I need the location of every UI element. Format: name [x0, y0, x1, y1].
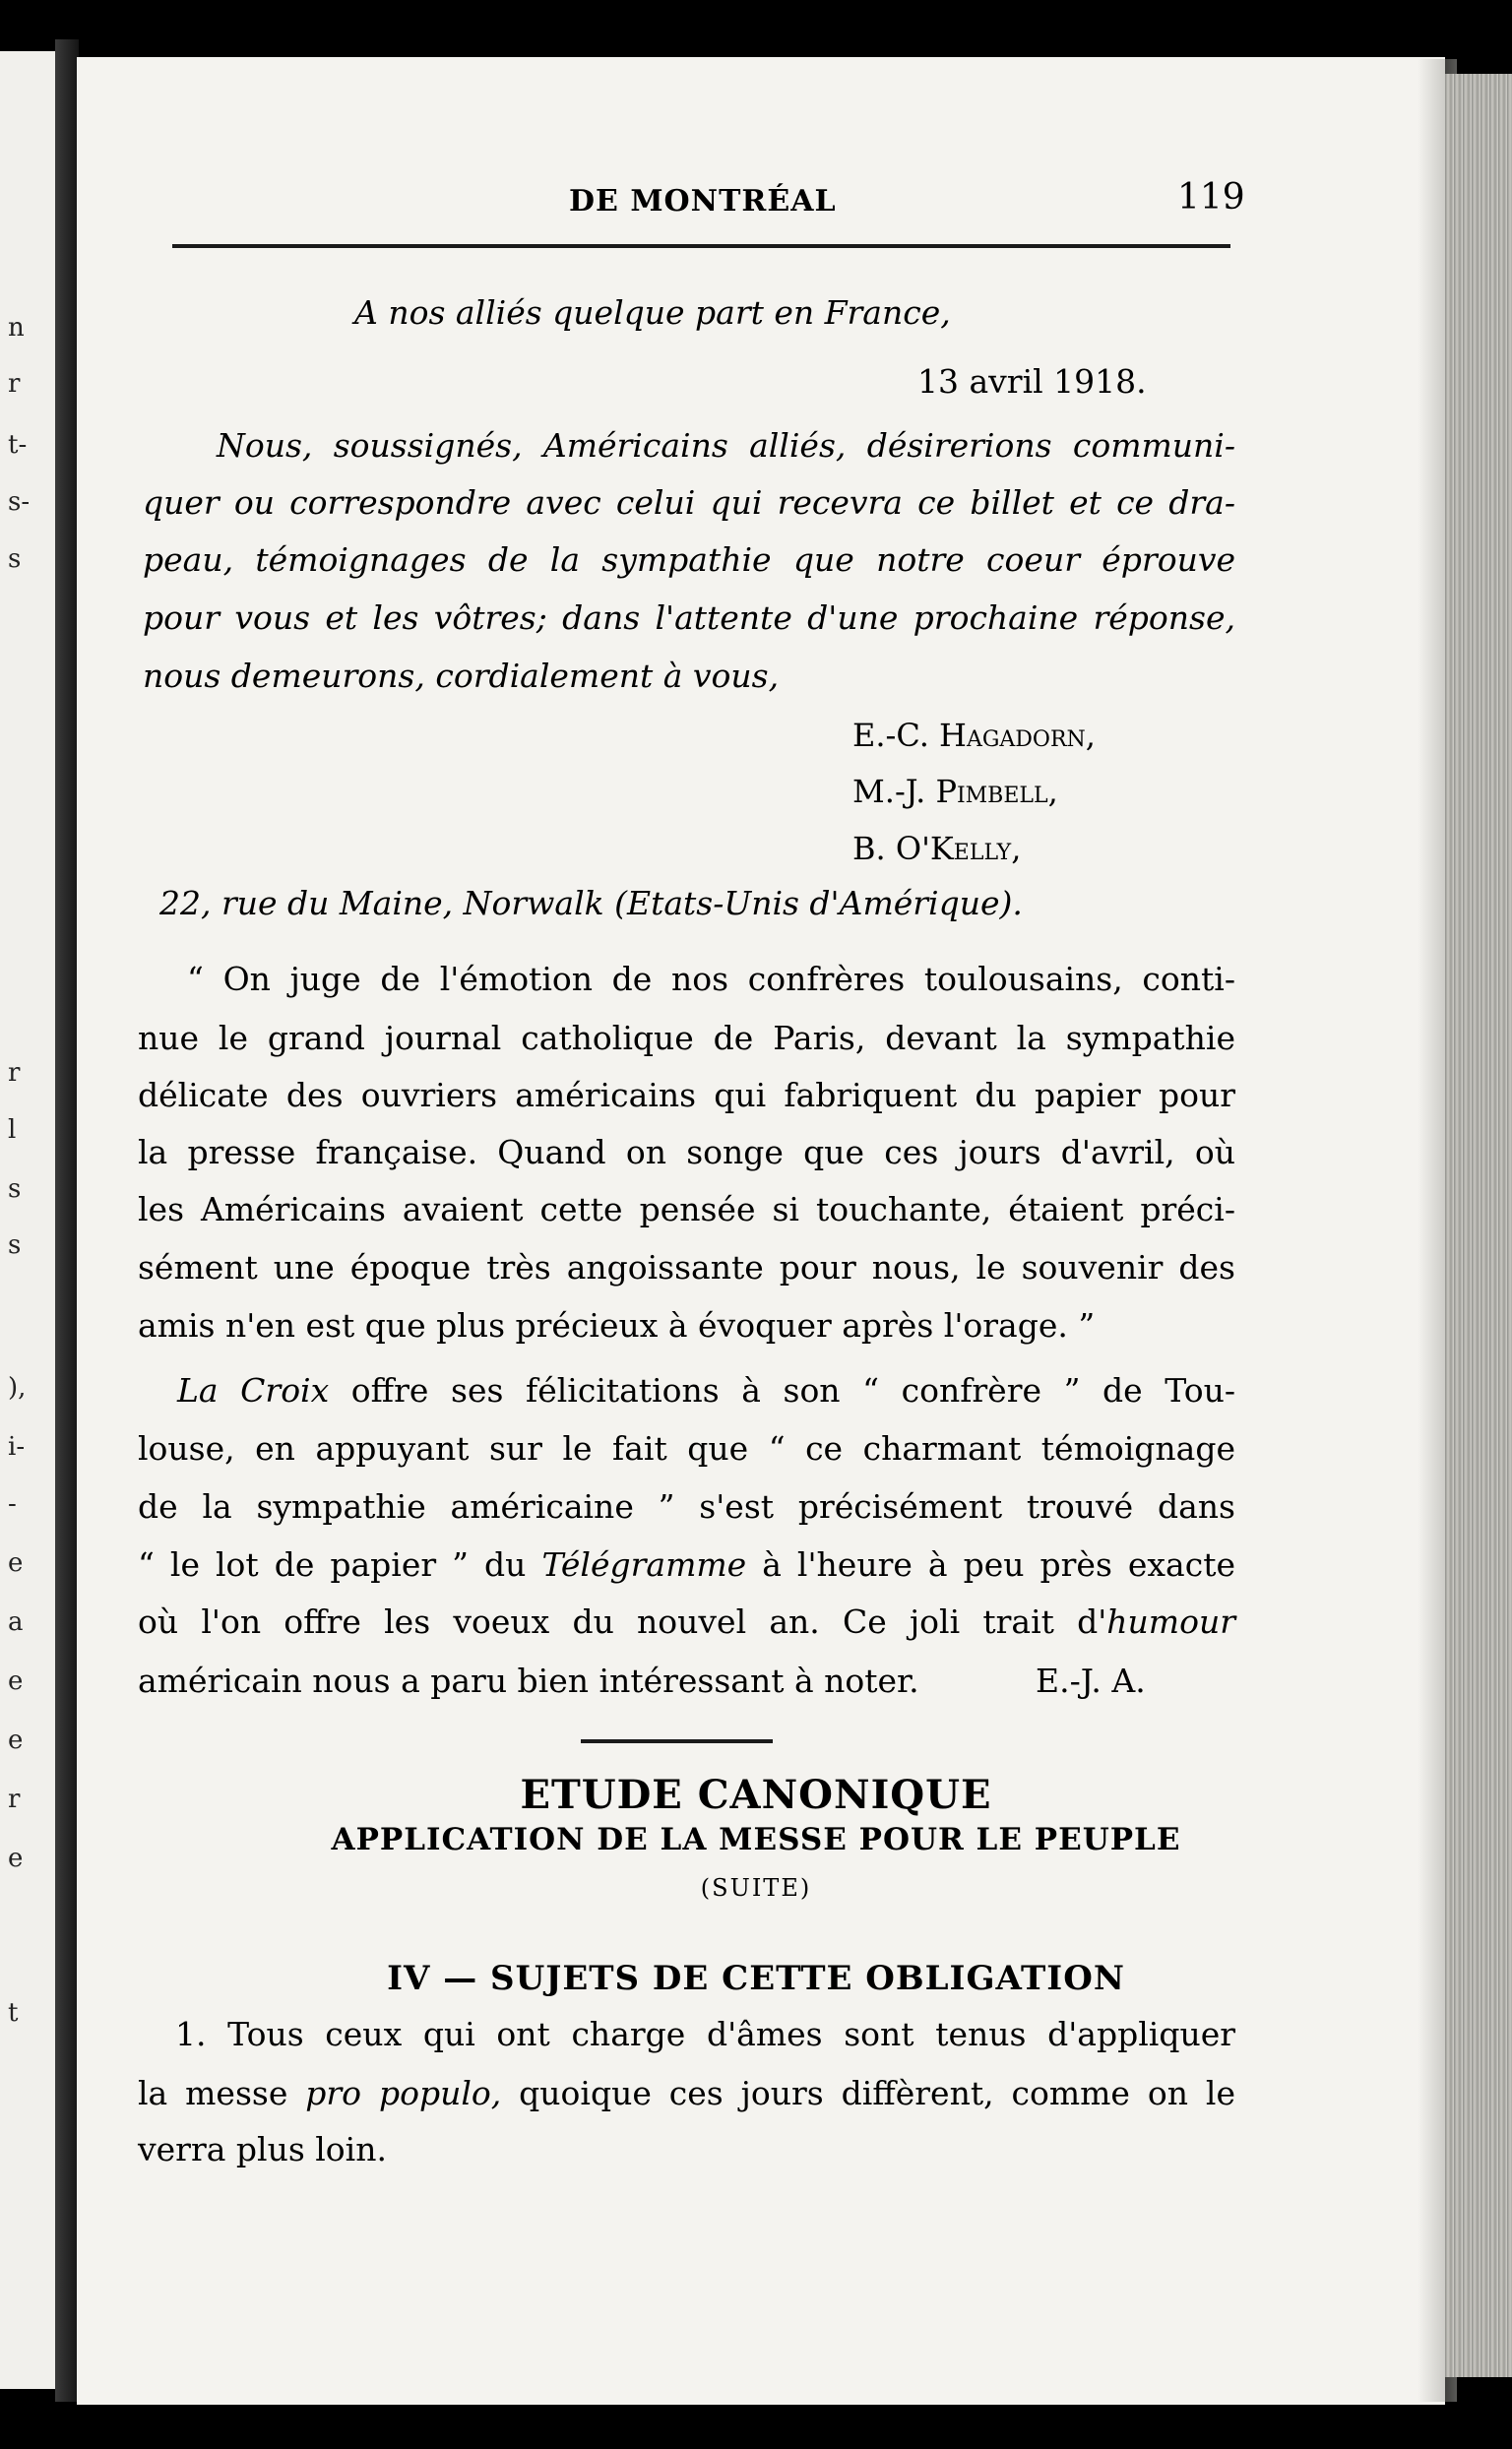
facing-fragment: s- [8, 487, 31, 517]
facing-fragment: e [8, 1726, 24, 1755]
paragraph-line: amis n'en est que plus précieux à évoquer après l'orage. ” [138, 1306, 1096, 1345]
italic-word: humour [1106, 1602, 1235, 1641]
facing-page-edge [0, 51, 57, 2389]
letter-line: pour vous et les vôtres; dans l'attente d'une prochaine réponse, [143, 598, 1235, 637]
letter-line: nous demeurons, cordialement à vous, [143, 657, 780, 695]
paragraph-line: verra plus loin. [138, 2130, 387, 2168]
letter-line: quer ou correspondre avec celui qui recevra ce billet et ce dra- [143, 483, 1235, 522]
letter-date [917, 362, 1147, 401]
letter-line: Nous, soussignés, Américains alliés, désirerions communi- [217, 426, 1235, 465]
paragraph-line [138, 1545, 1235, 1584]
section-subheading: IV — SUJETS DE CETTE OBLIGATION [387, 1959, 1125, 1998]
paragraph-line: nue le grand journal catholique de Paris, devant la sympathie [138, 1019, 1235, 1057]
paragraph-line: la presse française. Quand on songe que ces jours d'avril, où [138, 1133, 1235, 1171]
section-subtitle: APPLICATION DE LA MESSE POUR LE PEUPLE [331, 1822, 1181, 1857]
facing-fragment: s [8, 1230, 22, 1260]
facing-fragment: t- [8, 430, 28, 460]
letter-location: 22, rue du Maine, Norwalk (Etats-Unis d'Amérique). [159, 884, 1023, 922]
header-rule [172, 244, 1230, 248]
paragraph-text: où l'on offre les voeux du nouvel an. Ce joli trait d' [138, 1602, 1107, 1641]
paragraph-text: offre ses félicitations à son “ confrère ” de Tou- [329, 1371, 1235, 1410]
publication-title: La Croix [177, 1371, 330, 1410]
facing-fragment: s [8, 544, 22, 574]
signatory: B. O'Kelly, [852, 830, 1022, 867]
facing-fragment: i- [8, 1432, 26, 1462]
page-number: 119 [1177, 177, 1245, 218]
paragraph-line: louse, en appuyant sur le fait que “ ce charmant témoignage [138, 1429, 1235, 1468]
facing-fragment: e [8, 1666, 24, 1696]
paragraph-line [138, 1602, 1235, 1641]
paragraph-line: les Américains avaient cette pensée si touchante, étaient préci- [138, 1190, 1235, 1228]
signatory: M.-J. Pimbell, [852, 773, 1058, 810]
facing-fragment: - [8, 1489, 17, 1519]
paragraph-text: la messe [138, 2074, 306, 2112]
facing-fragment: a [8, 1607, 24, 1637]
paragraph-text: à l'heure à peu près exacte [746, 1545, 1235, 1584]
running-head: DE MONTRÉAL [569, 184, 837, 219]
facing-fragment: ), [8, 1373, 27, 1403]
paragraph-line: 1. Tous ceux qui ont charge d'âmes sont tenus d'appliquer [175, 2015, 1235, 2053]
paragraph-line [177, 1371, 1235, 1410]
facing-fragment: r [8, 369, 21, 399]
letter-date-text: 13 avril 1918. [917, 362, 1147, 401]
paragraph-line [138, 2074, 1235, 2112]
paragraph-line: sément une époque très angoissante pour nous, le souvenir des [138, 1248, 1235, 1287]
section-suite: (SUITE) [700, 1874, 812, 1902]
facing-fragment: n [8, 313, 25, 343]
signatory: E.-C. Hagadorn, [852, 717, 1096, 754]
facing-fragment: l [8, 1115, 17, 1145]
paragraph-text: quoique ces jours diffèrent, comme on le [501, 2074, 1235, 2112]
section-separator [581, 1739, 773, 1743]
paragraph-text: “ le lot de papier ” du [138, 1545, 542, 1584]
paragraph-line: américain nous a paru bien intéressant à noter. [138, 1662, 919, 1700]
paragraph-line: “ On juge de l'émotion de nos confrères toulousains, conti- [187, 960, 1235, 998]
facing-fragment: t [8, 1998, 19, 2028]
publication-title: Télégramme [541, 1545, 747, 1584]
facing-fragment: r [8, 1058, 21, 1088]
facing-fragment: r [8, 1785, 21, 1814]
paragraph-line: de la sympathie américaine ” s'est précisément trouvé dans [138, 1487, 1235, 1526]
paragraph-line: délicate des ouvriers américains qui fabriquent du papier pour [138, 1076, 1235, 1114]
letter-address: A nos alliés quelque part en France, [354, 293, 951, 332]
section-title: ETUDE CANONIQUE [520, 1772, 992, 1818]
letter-line: peau, témoignages de la sympathie que notre coeur éprouve [143, 540, 1235, 579]
facing-fragment: s [8, 1174, 22, 1204]
stacked-page-edges [1445, 74, 1512, 2377]
facing-fragment: e [8, 1844, 24, 1873]
book-gutter [55, 39, 79, 2402]
latin-phrase: pro populo, [305, 2074, 502, 2112]
author-initials: E.-J. A. [1036, 1662, 1146, 1700]
facing-fragment: e [8, 1548, 24, 1578]
